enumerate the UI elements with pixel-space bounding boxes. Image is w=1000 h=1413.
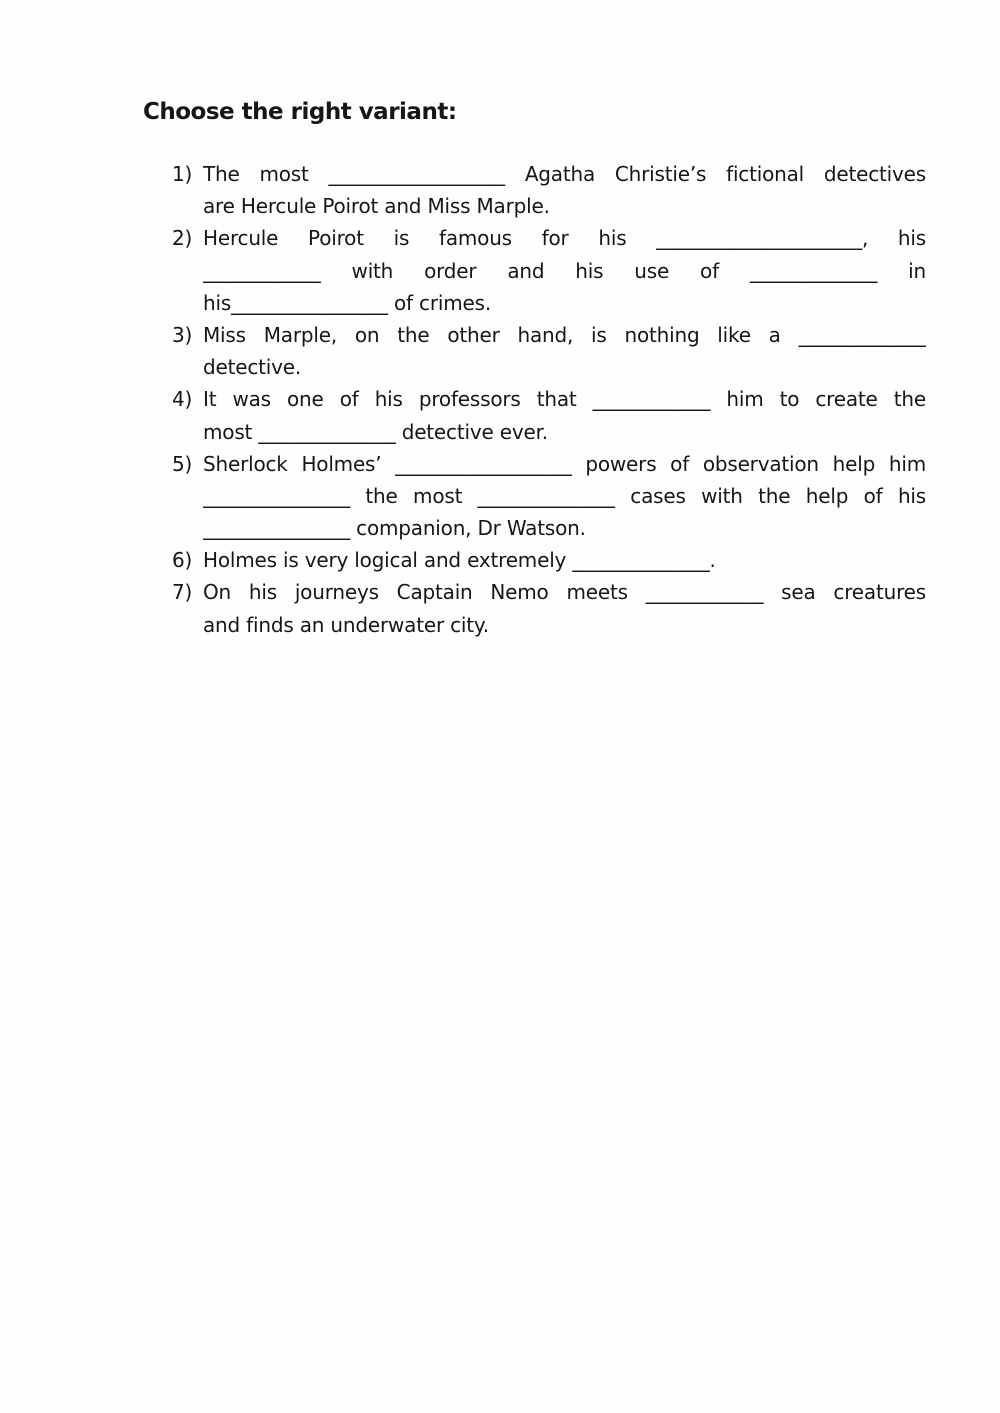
item-text [203, 576, 926, 640]
item-line: It was one of his professors that ____________ him to create the [203, 387, 926, 412]
item-text [203, 222, 926, 319]
item-line: _______________ the most ______________ cases with the help of his [203, 483, 926, 508]
item-number: 6) [172, 548, 193, 573]
worksheet-title: Choose the right variant: [143, 99, 457, 125]
item-text [203, 383, 926, 447]
exercise-item-1 [172, 158, 926, 222]
item-number: 3) [172, 322, 193, 347]
item-line: ____________ with order and his use of _____________ in [203, 258, 926, 283]
item-number: 5) [172, 451, 193, 476]
exercise-item-3 [172, 319, 926, 383]
item-line: Holmes is very logical and extremely ______________. [203, 548, 716, 573]
item-line: detective. [203, 355, 302, 380]
item-number: 2) [172, 226, 193, 251]
item-number: 7) [172, 580, 193, 605]
item-number: 1) [172, 162, 193, 186]
item-line: his________________ of crimes. [203, 290, 491, 315]
item-line: most ______________ detective ever. [203, 419, 548, 444]
item-line: The most __________________ Agatha Christie’s fictional detectives [203, 162, 926, 186]
exercise-item-5 [172, 448, 926, 545]
exercise-list [172, 158, 926, 641]
exercise-item-6 [172, 544, 926, 576]
item-text [203, 448, 926, 545]
item-line: _______________ companion, Dr Watson. [203, 516, 586, 541]
item-line: are Hercule Poirot and Miss Marple. [203, 194, 550, 219]
exercise-item-7 [172, 576, 926, 640]
item-line: Sherlock Holmes’ __________________ powers of observation help him [203, 451, 926, 476]
exercise-item-2 [172, 222, 926, 319]
item-text [203, 319, 926, 383]
item-text [203, 544, 926, 576]
item-line: and finds an underwater city. [203, 612, 489, 637]
item-line: Hercule Poirot is famous for his _____________________, his [203, 226, 926, 251]
item-number: 4) [172, 387, 193, 412]
exercise-item-4 [172, 383, 926, 447]
item-line: On his journeys Captain Nemo meets ____________ sea creatures [203, 580, 926, 605]
item-text [203, 158, 926, 222]
item-line: Miss Marple, on the other hand, is nothing like a _____________ [203, 322, 926, 347]
